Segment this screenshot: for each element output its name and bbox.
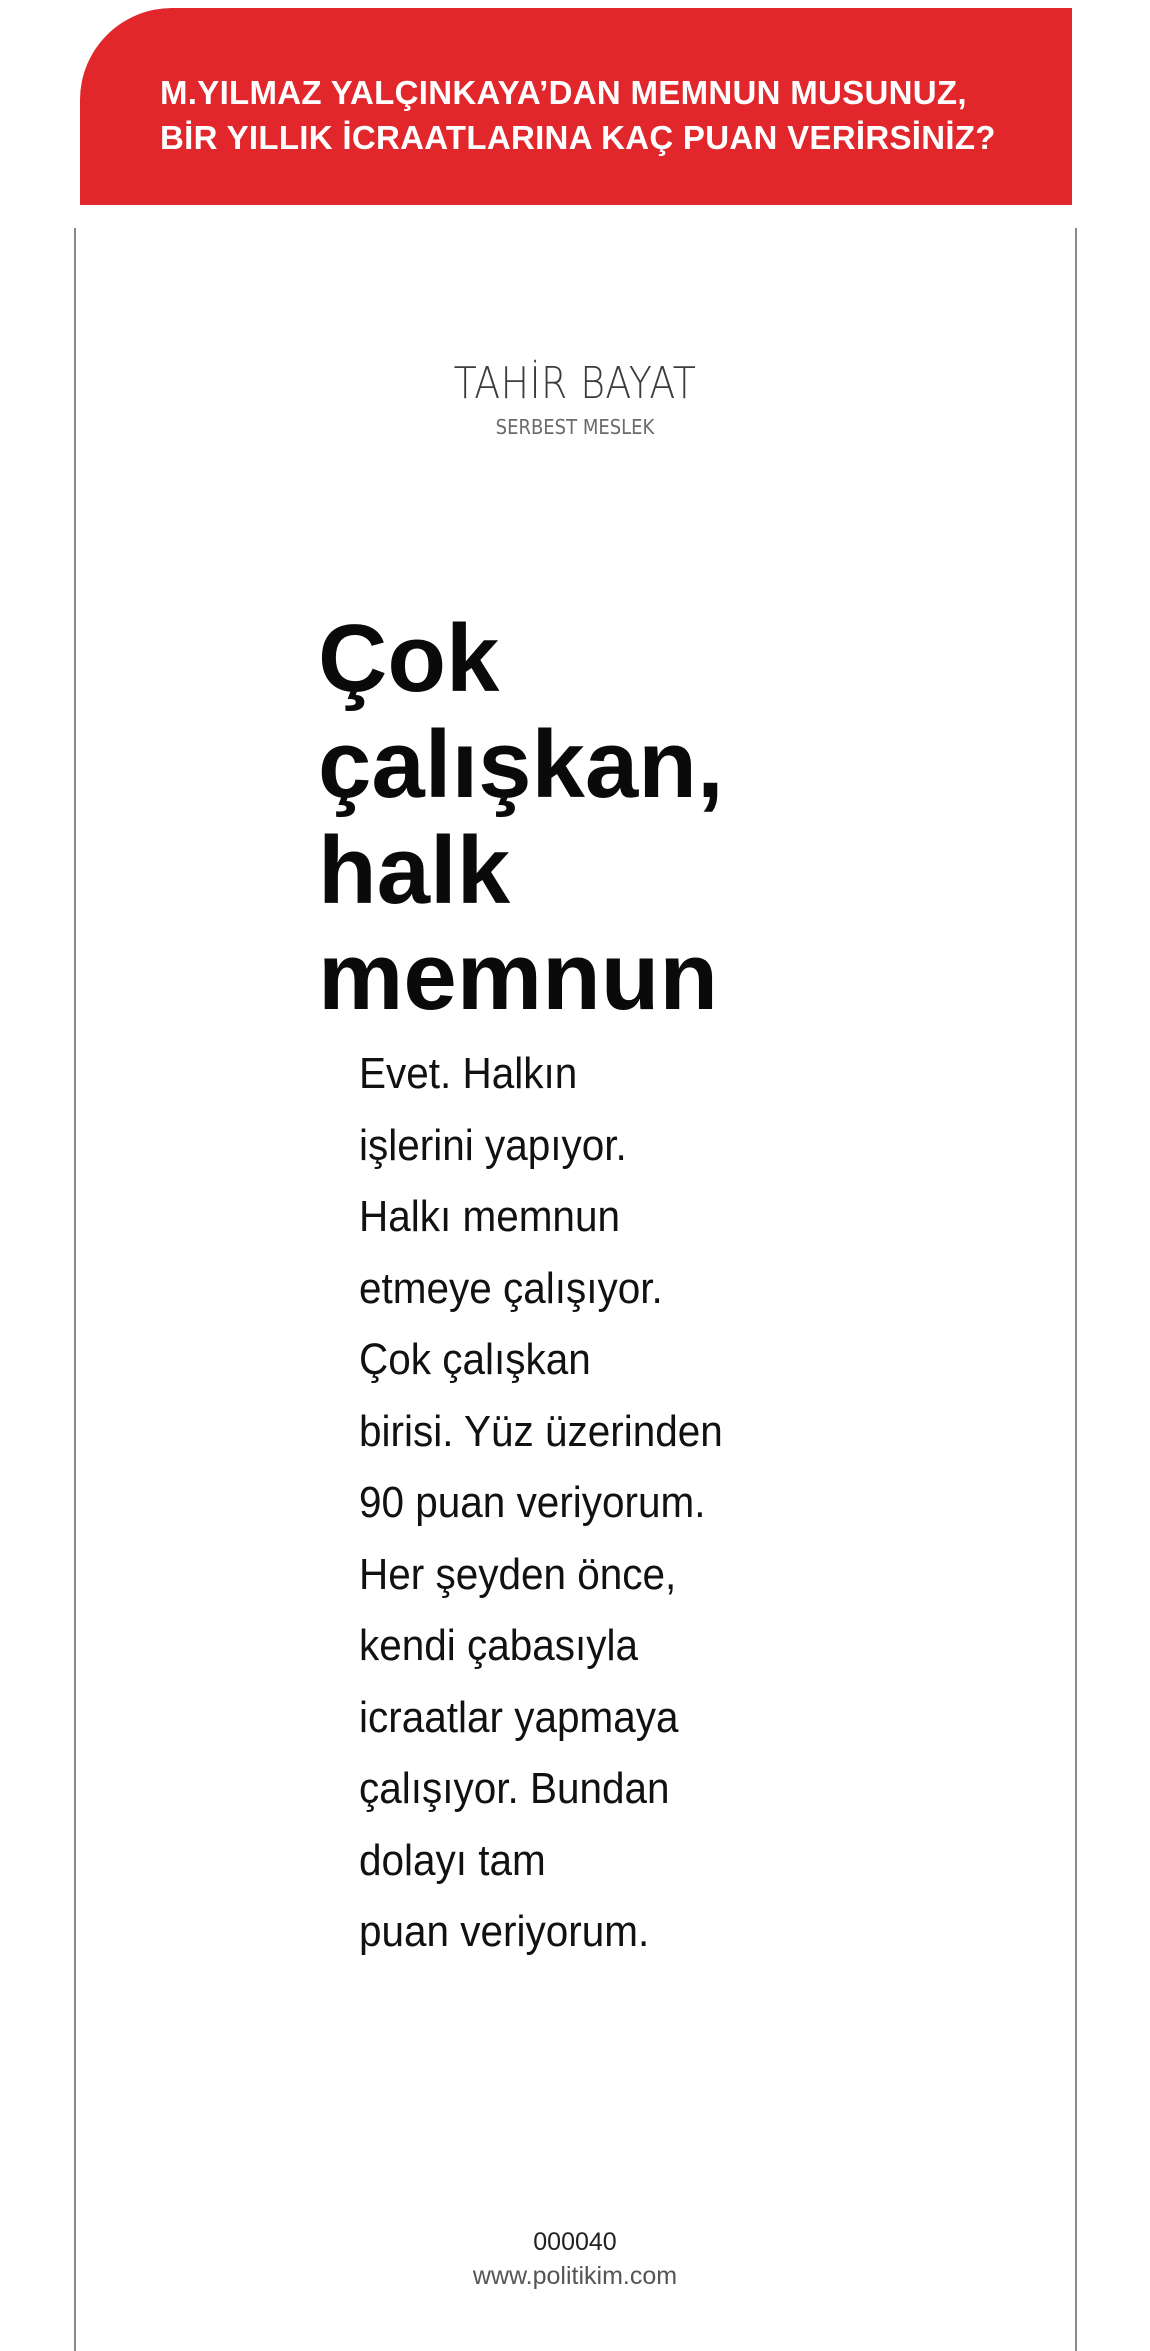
question-line-2: BİR YILLIK İCRAATLARINA KAÇ PUAN VERİRSİNİZ? xyxy=(160,119,996,156)
headline-line: halk xyxy=(318,817,511,924)
answer-line: kendi çabasıyla xyxy=(359,1621,639,1670)
headline-line: memnun xyxy=(318,923,719,1030)
respondent-name: TAHİR BAYAT xyxy=(453,358,697,409)
answer-line: çalışıyor. Bundan xyxy=(359,1764,670,1813)
answer-headline xyxy=(318,606,778,1030)
answer-line: dolayı tam xyxy=(359,1835,546,1885)
page-code: 000040 xyxy=(533,2228,617,2256)
answer-line: Çok çalışkan xyxy=(359,1335,591,1384)
answer-line: Halkı memnun xyxy=(359,1192,620,1241)
frame-left-border xyxy=(74,228,76,2351)
headline-line: Çok xyxy=(318,605,500,712)
answer-line: işlerini yapıyor. xyxy=(359,1120,627,1170)
respondent-occupation: SERBEST MESLEK xyxy=(495,415,655,439)
answer-line: icraatlar yapmaya xyxy=(359,1692,679,1742)
question-line-1: M.YILMAZ YALÇINKAYA’DAN MEMNUN MUSUNUZ, xyxy=(160,74,967,111)
answer-line: puan veriyorum. xyxy=(359,1907,650,1956)
frame-right-border xyxy=(1075,228,1077,2351)
website-url: www.politikim.com xyxy=(472,2262,678,2290)
answer-line: etmeye çalışıyor. xyxy=(359,1263,663,1313)
answer-line: Evet. Halkın xyxy=(359,1049,578,1098)
answer-line: birisi. Yüz üzerinden xyxy=(359,1406,723,1456)
answer-line: 90 puan veriyorum. xyxy=(359,1478,706,1527)
answer-line: Her şeyden önce, xyxy=(359,1549,677,1599)
headline-line: çalışkan, xyxy=(318,711,724,818)
question-banner xyxy=(80,8,1072,205)
answer-body xyxy=(359,1038,779,1968)
